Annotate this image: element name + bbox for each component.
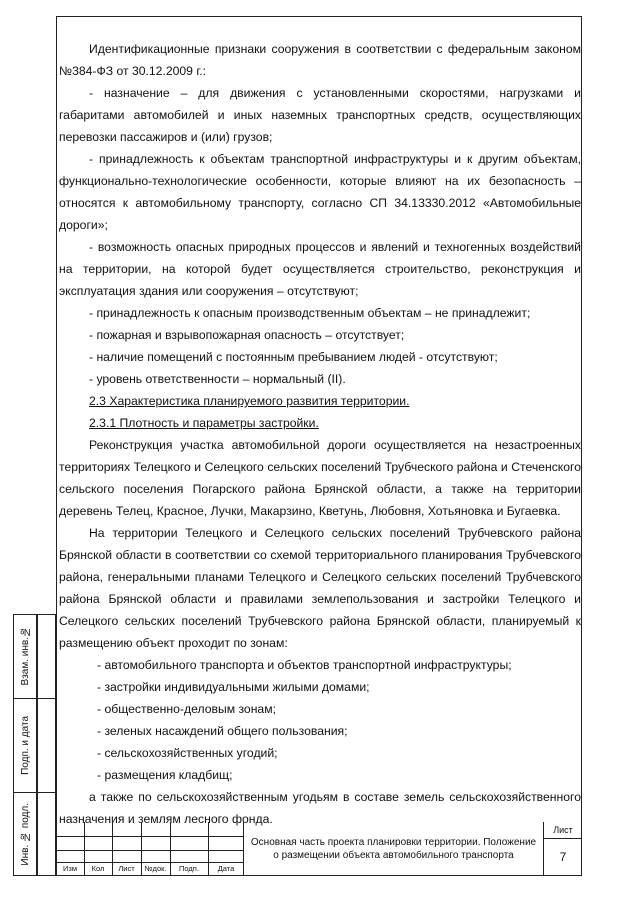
paragraph: - пожарная и взрывопожарная опасность – отсутствует; <box>89 328 405 342</box>
sheet-label: Лист <box>544 822 582 839</box>
left-stamp <box>13 614 56 876</box>
paragraph: - уровень ответственности – нормальный (II). <box>89 372 346 386</box>
sidebar-label-inventory: Инв. № подл. <box>19 802 31 866</box>
paragraph: - принадлежность к опасным производственным объектам – не принадлежит; <box>89 306 531 320</box>
paragraph: Реконструкция участка автомобильной дороги осуществляется на незастроенных территориях Телецкого и Селецкого сельских поселений Трубческого района и Стеченского сельского поселения Погарского района Брянской области, а также на территории деревень Телец, Красное, Лучки, Макарзино, Кветунь, Любовня, Хотьяновка и Бугаевка. <box>59 438 581 518</box>
paragraph: На территории Телецкого и Селецкого сельских поселений Трубчевского района Брянской области в соответствии со схемой территориального планирования Трубчевского района, генеральными планами Телецкого и Селецкого сельских поселений Трубчевского района Брянской области и правилами землепользования и застройки Телецкого и Селецкого сельских поселений Трубчевского района Брянской области, планируемый к размещению объект проходит по зонам: <box>59 526 581 650</box>
left-stamp-values <box>37 614 56 876</box>
paragraph: - сельскохозяйственных угодий; <box>97 746 278 760</box>
paragraph: - зеленых насаждений общего пользования; <box>97 724 348 738</box>
stamp-header-qty: Кол <box>91 864 105 873</box>
title-block <box>56 822 582 876</box>
stamp-header-sheet: Лист <box>118 864 135 873</box>
paragraph: - наличие помещений с постоянным пребыванием людей - отсутствуют; <box>89 350 498 364</box>
paragraph: - размещения кладбищ; <box>97 768 233 782</box>
paragraph: - назначение – для движения с установленными скоростями, нагрузками и габаритами автомобилей и иных наземных транспортных средств, осуществляющих перевозки пассажиров и (или) грузов; <box>59 86 581 144</box>
paragraph: а также по сельскохозяйственным угодьям в составе земель сельскохозяйственного назначения и землям лесного фонда. <box>59 790 581 826</box>
paragraph: 2.3.1 Плотность и параметры застройки. <box>89 416 319 430</box>
paragraph: - общественно-деловым зонам; <box>97 702 276 716</box>
stamp-sheet <box>544 822 582 876</box>
paragraph: - автомобильного транспорта и объектов транспортной инфраструктуры; <box>97 658 512 672</box>
stamp-header-change: Изм <box>63 864 77 873</box>
stamp-header-doc: №док. <box>144 864 167 873</box>
stamp-header-sign: Подп. <box>179 864 199 873</box>
document-body <box>59 38 581 830</box>
stamp-header-date: Дата <box>217 864 235 873</box>
paragraph: - принадлежность к объектам транспортной инфраструктуры и к другим объектам, функционально-технологические особенности, которые влияют на их безопасность – относятся к автомобильному транспорту, согласно СП 34.13330.2012 «Автомобильные дороги»; <box>59 152 581 232</box>
sidebar-label-sign-date: Подп. и дата <box>19 715 31 775</box>
paragraph: - застройки индивидуальными жилыми домами; <box>97 680 370 694</box>
paragraph: - возможность опасных природных процессов и явлений и техногенных воздействий на территории, на которой будет осуществляется строительство, реконструкция и эксплуатация здания или сооружения – отсутствуют; <box>59 240 581 298</box>
sheet-number: 7 <box>559 850 567 864</box>
stamp-title: Основная часть проекта планировки территории. Положение о размещении объекта автомобильного транспорта <box>244 822 544 876</box>
paragraph: 2.3 Характеристика планируемого развития территории. <box>89 394 410 408</box>
sidebar-label-replace: Взам. инв.№ <box>19 626 31 686</box>
paragraph: Идентификационные признаки сооружения в соответствии с федеральным законом №384-ФЗ от 30.12.2009 г.: <box>59 42 581 78</box>
